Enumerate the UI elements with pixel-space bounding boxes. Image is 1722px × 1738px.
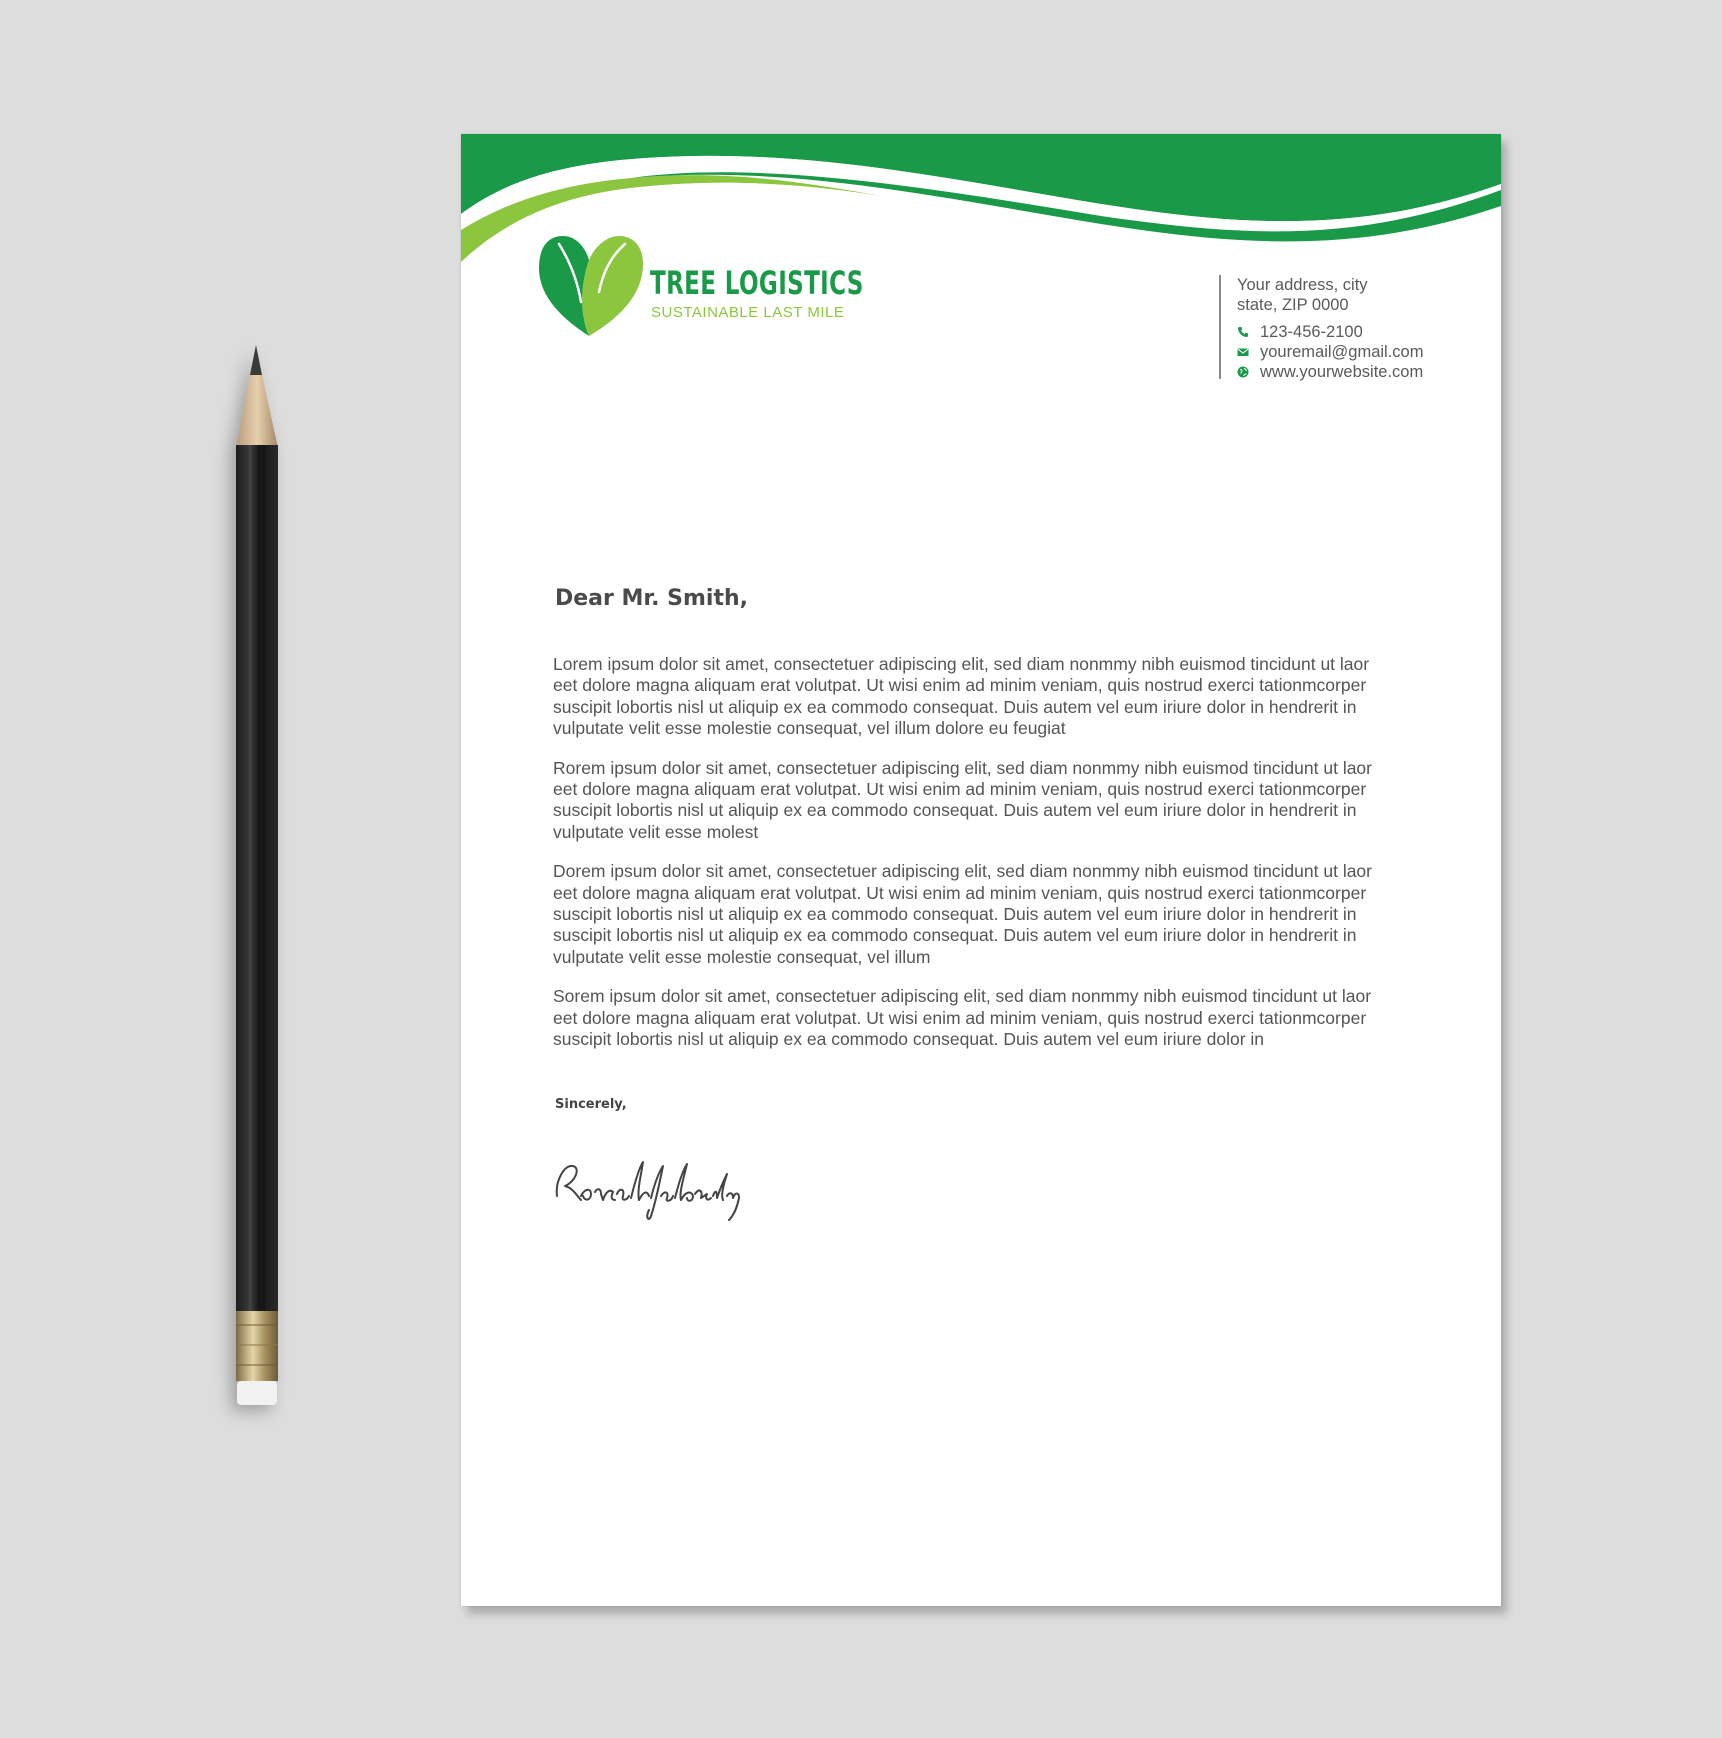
phone-icon — [1237, 326, 1249, 338]
body-paragraph — [553, 758, 1423, 844]
heart-leaf-icon — [537, 234, 645, 338]
body-line: Lorem ipsum dolor sit amet, consectetuer adipiscing elit, sed diam nonmmy nibh euismod tincidunt ut laor — [553, 654, 1370, 674]
body-line: eet dolore magna aliquam erat volutpat. Ut wisi enim ad minim veniam, quis nostrud exerci tationmcorper — [553, 1007, 1367, 1028]
body-line: suscipit lobortis nisl ut aliquip ex ea commodo consequat. Duis autem vel eum iriure dolor in hendrerit in — [553, 904, 1357, 925]
body-paragraph — [553, 861, 1423, 968]
body-line: suscipit lobortis nisl ut aliquip ex ea commodo consequat. Duis autem vel eum iriure dolor in hendrerit in — [553, 925, 1357, 946]
body-line: Sorem ipsum dolor sit amet, consectetuer adipiscing elit, sed diam nonmmy nibh euismod tincidunt ut laor — [553, 986, 1372, 1007]
website-url: www.yourwebsite.com — [1260, 363, 1424, 381]
body-line: vulputate velit esse molestie consequat, vel illum — [553, 946, 931, 967]
body-line: Rorem ipsum dolor sit amet, consectetuer adipiscing elit, sed diam nonmmy nibh euismod tincidunt ut laor — [553, 757, 1372, 778]
body-line: suscipit lobortis nisl ut aliquip ex ea commodo consequat. Duis autem vel eum iriure dolor in — [553, 1029, 1265, 1050]
brand-name: TREE LOGISTICS — [650, 264, 864, 302]
letter-greeting: Dear Mr. Smith, — [555, 586, 749, 611]
body-line: eet dolore magna aliquam erat volutpat. Ut wisi enim ad minim veniam, quis nostrud exerci tationmcorper — [553, 779, 1367, 800]
phone-number: 123-456-2100 — [1260, 323, 1363, 341]
contact-block — [1219, 275, 1479, 379]
brand-tagline: SUSTAINABLE LAST MILE — [651, 304, 845, 321]
body-line: suscipit lobortis nisl ut aliquip ex ea commodo consequat. Duis autem vel eum iriure dolor in hendrerit in — [553, 696, 1357, 717]
address-line-1: Your address, city — [1237, 276, 1368, 294]
globe-icon — [1237, 366, 1249, 378]
body-paragraph — [553, 654, 1423, 740]
email-address: youremail@gmail.com — [1260, 343, 1424, 361]
body-line: vulputate velit esse molestie consequat, vel illum dolore eu feugiat — [553, 718, 1066, 739]
body-line: suscipit lobortis nisl ut aliquip ex ea commodo consequat. Duis autem vel eum iriure dolor in hendrerit in — [553, 800, 1357, 821]
website-row — [1237, 362, 1479, 382]
body-paragraph — [553, 986, 1423, 1050]
body-line: Dorem ipsum dolor sit amet, consectetuer adipiscing elit, sed diam nonmmy nibh euismod tincidunt ut laor — [553, 861, 1372, 882]
letterhead-paper — [461, 134, 1501, 1606]
email-row — [1237, 342, 1479, 362]
body-line: eet dolore magna aliquam erat volutpat. Ut wisi enim ad minim veniam, quis nostrud exerci tationmcorper — [553, 882, 1367, 903]
letter-closing: Sincerely, — [555, 1097, 627, 1112]
body-line: eet dolore magna aliquam erat volutpat. Ut wisi enim ad minim veniam, quis nostrud exerci tationmcorper — [553, 675, 1367, 696]
phone-row — [1237, 322, 1479, 342]
body-line: vulputate velit esse molest — [553, 821, 759, 842]
envelope-icon — [1237, 346, 1249, 358]
pencil-icon — [230, 345, 282, 1425]
company-logo — [537, 234, 877, 344]
handwritten-signature — [551, 1152, 751, 1222]
address-line-2: state, ZIP 0000 — [1237, 296, 1349, 314]
letter-body — [553, 654, 1423, 1069]
